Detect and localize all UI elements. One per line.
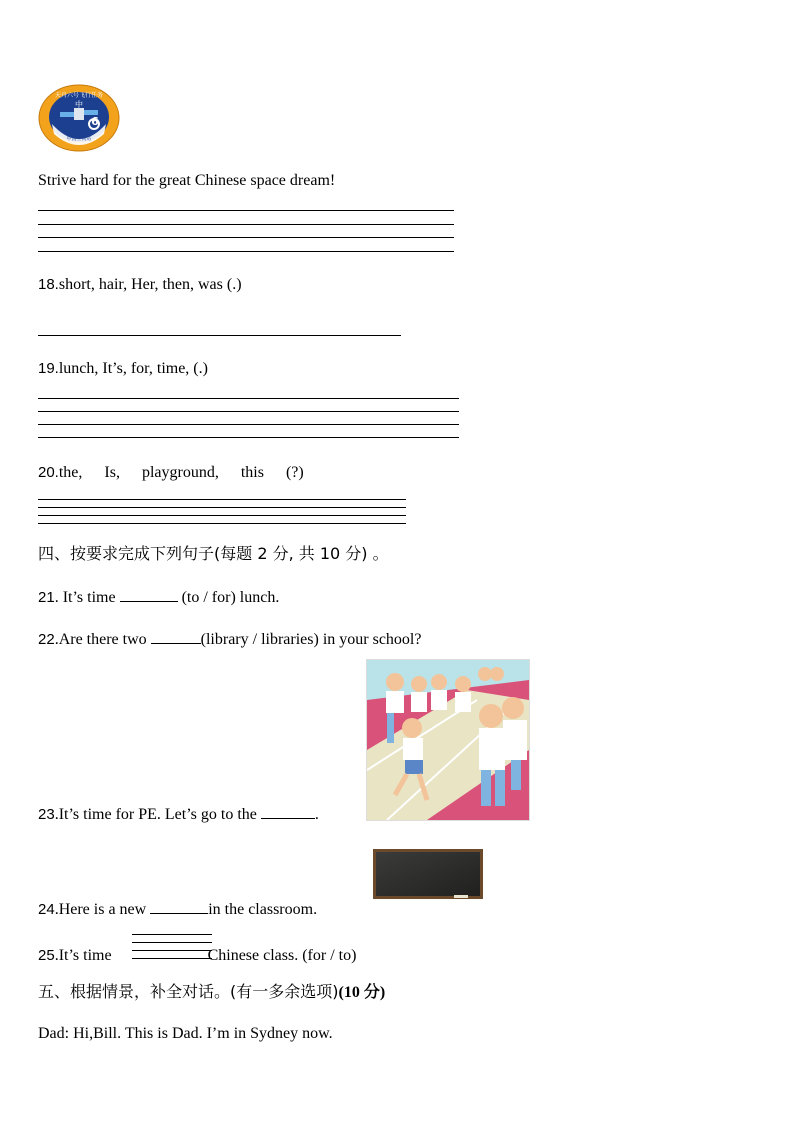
fill-blank[interactable] bbox=[150, 899, 208, 914]
question-words: short, hair, Her, then, was (.) bbox=[58, 276, 242, 293]
section-5-score: (10 分) bbox=[338, 984, 386, 1001]
fill-blank[interactable] bbox=[261, 804, 315, 819]
question-word: playground, bbox=[141, 464, 219, 481]
mission-logo-badge bbox=[38, 84, 120, 152]
answer-line bbox=[38, 210, 454, 211]
question-number: 24 bbox=[38, 901, 55, 918]
answer-line bbox=[38, 499, 406, 500]
answer-line bbox=[38, 237, 454, 238]
answer-line bbox=[38, 335, 401, 336]
question-number: 22 bbox=[38, 631, 55, 648]
dialogue-line-1: Dad: Hi,Bill. This is Dad. I’m in Sydney now. bbox=[38, 1025, 333, 1042]
question-23 bbox=[38, 804, 319, 825]
answer-line bbox=[38, 251, 454, 252]
question-number: 23 bbox=[38, 806, 55, 823]
question-24 bbox=[38, 899, 317, 920]
question-word: (?) bbox=[285, 464, 304, 481]
question-20 bbox=[38, 463, 304, 483]
question-text: .It’s time bbox=[54, 947, 112, 964]
question-19 bbox=[38, 359, 208, 379]
answer-line bbox=[38, 437, 459, 438]
answer-line bbox=[38, 411, 459, 412]
question-text: . It’s time bbox=[54, 589, 116, 606]
question-text: Chinese class. (for / to) bbox=[207, 947, 357, 964]
question-text: in the classroom. bbox=[208, 901, 318, 918]
fill-blank[interactable] bbox=[120, 587, 178, 602]
blackboard-illustration bbox=[372, 848, 484, 900]
answer-line bbox=[38, 507, 406, 508]
question-text: (library / libraries) in your school? bbox=[200, 631, 422, 648]
question-number: 18. bbox=[38, 276, 59, 293]
answer-line bbox=[38, 424, 459, 425]
fill-blank[interactable] bbox=[151, 629, 201, 644]
question-text: .It’s time for PE. Let’s go to the bbox=[54, 806, 257, 823]
question-word: Is, bbox=[104, 464, 120, 481]
answer-line bbox=[38, 398, 459, 399]
question-number: 25 bbox=[38, 947, 55, 964]
question-word: this bbox=[240, 464, 264, 481]
question-22 bbox=[38, 629, 421, 650]
logo-sentence: Strive hard for the great Chinese space dream! bbox=[38, 172, 336, 189]
section-4-heading: 四、按要求完成下列句子(每题 2 分, 共 10 分) 。 bbox=[38, 544, 389, 563]
question-text: .Here is a new bbox=[54, 901, 147, 918]
answer-line[interactable] bbox=[132, 958, 212, 959]
answer-line bbox=[38, 515, 406, 516]
logo-top-text: 天舟六号飞行任务 bbox=[54, 92, 103, 99]
question-number: 21 bbox=[38, 589, 55, 606]
section-5-heading-text: 五、根据情景，补全对话。(有一多余选项) bbox=[38, 982, 339, 1001]
answer-line[interactable] bbox=[132, 950, 212, 951]
question-text: (to / for) lunch. bbox=[181, 589, 280, 606]
answer-line bbox=[38, 224, 454, 225]
question-25 bbox=[38, 946, 356, 966]
question-word: the, bbox=[58, 464, 83, 481]
question-21 bbox=[38, 587, 279, 608]
question-text: . bbox=[314, 806, 319, 823]
logo-bottom-text: 中国空间站 bbox=[66, 136, 92, 142]
question-18 bbox=[38, 275, 242, 295]
answer-line[interactable] bbox=[132, 934, 212, 935]
logo-center-text: 中 bbox=[75, 100, 83, 109]
logo-number: 6 bbox=[91, 115, 99, 128]
question-text: .Are there two bbox=[54, 631, 147, 648]
question-number: 20. bbox=[38, 464, 59, 481]
answer-line[interactable] bbox=[132, 942, 212, 943]
playground-illustration bbox=[366, 659, 530, 821]
question-number: 19. bbox=[38, 360, 59, 377]
section-5-heading bbox=[38, 982, 385, 1003]
answer-line bbox=[38, 523, 406, 524]
question-words: lunch, It’s, for, time, (.) bbox=[58, 360, 208, 377]
